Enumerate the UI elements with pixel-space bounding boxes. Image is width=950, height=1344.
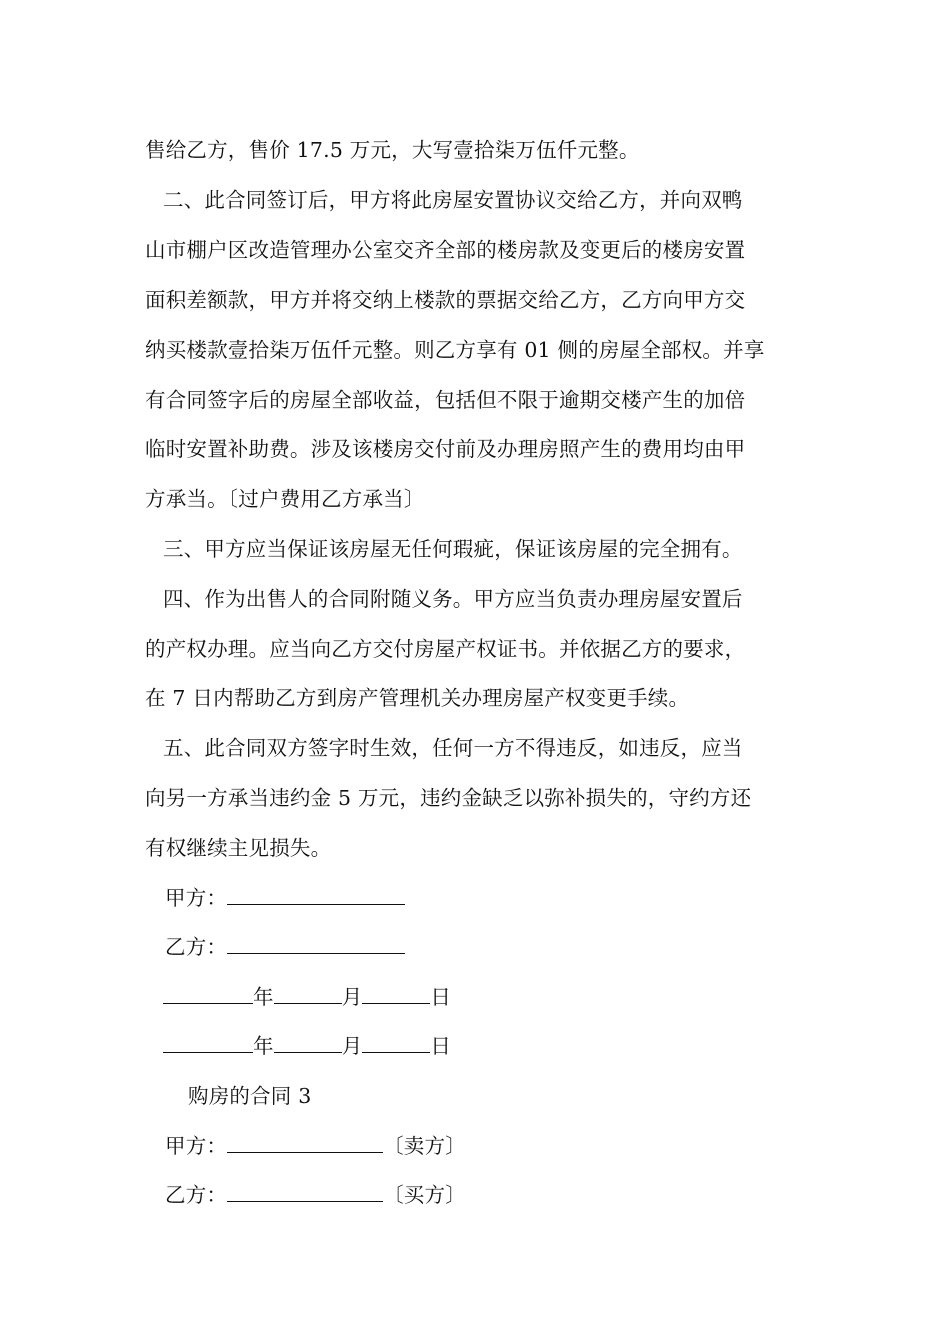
year-label: 年 xyxy=(253,1034,274,1058)
month-label: 月 xyxy=(341,985,363,1009)
paragraph-line: 在 7 日内帮助乙方到房产管理机关办理房屋产权变更手续。 xyxy=(145,686,690,710)
party-b-line xyxy=(165,1183,466,1207)
paragraph-line: 山市棚户区改造管理办公室交齐全部的楼房款及变更后的楼房安置 xyxy=(145,238,746,262)
paragraph-line: 四、作为出售人的合同附随义务。甲方应当负责办理房屋安置后 xyxy=(163,587,743,611)
month-blank xyxy=(274,985,342,1004)
paragraph-line: 方承当。〔过户费用乙方承当〕 xyxy=(145,487,425,511)
signature-blank xyxy=(227,886,405,905)
day-label: 日 xyxy=(430,985,452,1009)
paragraph-line: 三、甲方应当保证该房屋无任何瑕疵，保证该房屋的完全拥有。 xyxy=(163,537,743,561)
paragraph-line: 的产权办理。应当向乙方交付房屋产权证书。并依据乙方的要求， xyxy=(145,637,746,661)
paragraph-line: 纳买楼款壹拾柒万伍仟元整。则乙方享有 01 侧的房屋全部权。并享 xyxy=(145,338,765,362)
party-a-label: 甲方： xyxy=(165,1134,228,1158)
paragraph-line: 面积差额款，甲方并将交纳上楼款的票据交给乙方，乙方向甲方交 xyxy=(145,288,746,312)
party-a-line xyxy=(165,1134,466,1158)
day-blank xyxy=(362,985,430,1004)
day-label: 日 xyxy=(430,1034,452,1058)
signature-line-party-a xyxy=(165,886,405,910)
signature-blank xyxy=(227,935,405,954)
party-b-blank xyxy=(227,1183,383,1202)
month-label: 月 xyxy=(341,1034,363,1058)
paragraph-line: 向另一方承当违约金 5 万元，违约金缺乏以弥补损失的，守约方还 xyxy=(145,786,752,810)
day-blank xyxy=(362,1034,430,1053)
signature-label: 甲方： xyxy=(165,886,228,910)
party-b-role: 〔买方〕 xyxy=(383,1183,466,1207)
party-a-role: 〔卖方〕 xyxy=(383,1134,466,1158)
year-blank xyxy=(163,1034,253,1053)
signature-label: 乙方： xyxy=(165,935,228,959)
paragraph-line: 有权继续主见损失。 xyxy=(145,836,332,860)
date-line xyxy=(163,985,451,1009)
section-title: 购房的合同 3 xyxy=(188,1084,312,1108)
paragraph-line: 五、此合同双方签字时生效，任何一方不得违反，如违反，应当 xyxy=(163,736,743,760)
paragraph-line: 临时安置补助费。涉及该楼房交付前及办理房照产生的费用均由甲 xyxy=(145,437,746,461)
date-line xyxy=(163,1034,451,1058)
signature-line-party-b xyxy=(165,935,405,959)
paragraph-line: 有合同签字后的房屋全部收益，包括但不限于逾期交楼产生的加倍 xyxy=(145,388,746,412)
party-b-label: 乙方： xyxy=(165,1183,228,1207)
paragraph-line: 二、此合同签订后，甲方将此房屋安置协议交给乙方，并向双鸭 xyxy=(163,188,743,212)
party-a-blank xyxy=(227,1134,383,1153)
year-blank xyxy=(163,985,253,1004)
paragraph-line: 售给乙方，售价 17.5 万元，大写壹拾柒万伍仟元整。 xyxy=(145,138,640,162)
month-blank xyxy=(274,1034,342,1053)
year-label: 年 xyxy=(253,985,274,1009)
